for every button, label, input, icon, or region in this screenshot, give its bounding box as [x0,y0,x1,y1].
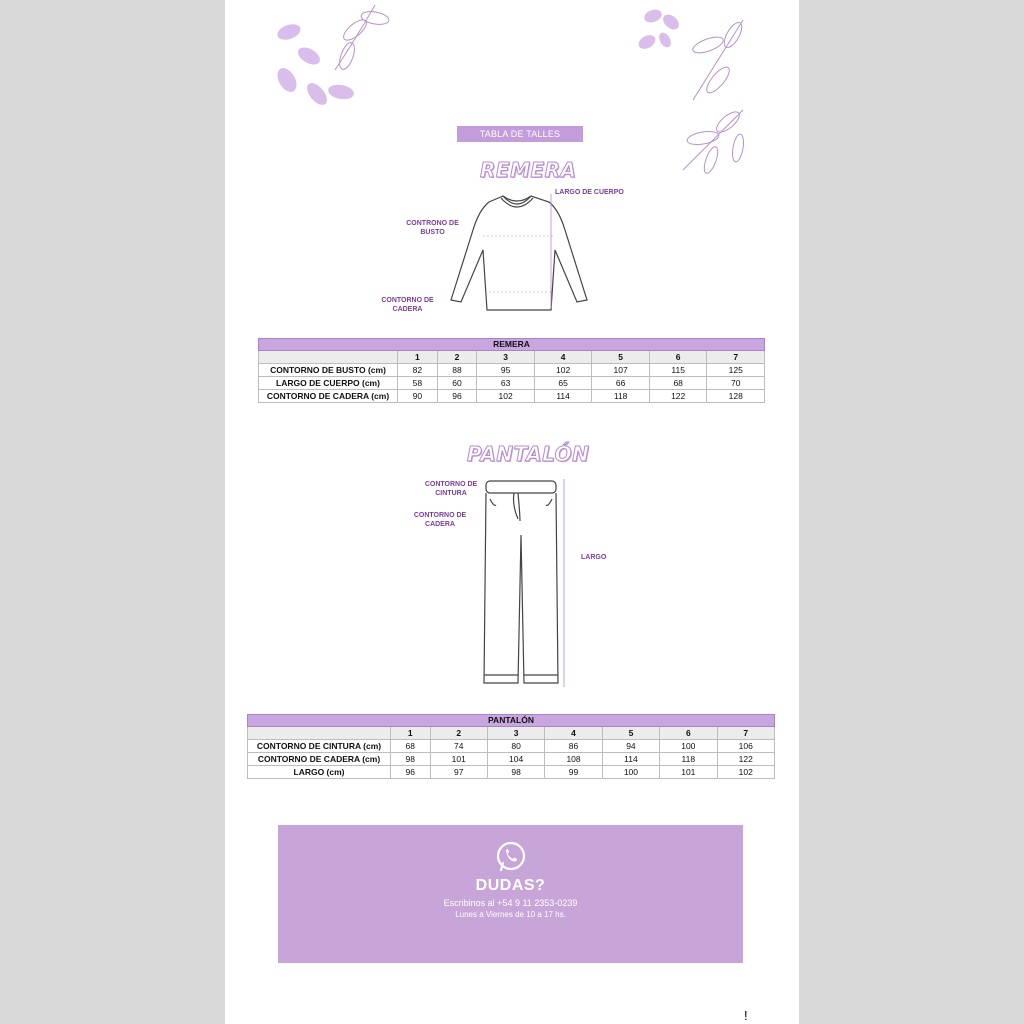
row-label: CONTORNO DE CADERA (cm) [248,753,391,766]
table-cell: 98 [391,753,431,766]
table-cell: 118 [660,753,717,766]
whatsapp-icon[interactable] [494,840,528,874]
size-header: 2 [437,351,477,364]
size-header: 5 [592,351,650,364]
contact-heading: DUDAS? [475,877,546,894]
table-cell: 102 [477,390,535,403]
table-cell: 114 [534,390,592,403]
row-label: CONTORNO DE CADERA (cm) [259,390,398,403]
pantalon-label-cintura: CONTORNO DE CINTURA [424,481,478,497]
leaves-top-left-decoration [275,0,395,112]
table-cell: 115 [649,364,707,377]
table-cell: 68 [391,740,431,753]
contact-phone-text[interactable]: Escribinos al +54 9 11 2353-0239 [443,898,578,908]
size-header: 6 [649,351,707,364]
table-cell: 68 [649,377,707,390]
remera-table-caption: REMERA [259,339,765,351]
size-chart-badge: TABLA DE TALLES [457,126,583,142]
pantalon-title: PANTALÓN [467,442,590,466]
header-empty-cell [248,727,391,740]
contact-banner[interactable] [278,825,743,963]
table-cell: 102 [717,766,774,779]
row-label: CONTORNO DE CINTURA (cm) [248,740,391,753]
size-header: 6 [660,727,717,740]
header-empty-cell [259,351,398,364]
table-cell: 82 [398,364,438,377]
table-cell: 100 [602,766,659,779]
table-row [248,740,775,753]
table-cell: 102 [534,364,592,377]
table-row [259,377,765,390]
size-header: 4 [534,351,592,364]
size-header: 3 [477,351,535,364]
size-header: 2 [430,727,487,740]
size-header: 7 [717,727,774,740]
remera-size-table [258,338,765,403]
table-cell: 100 [660,740,717,753]
table-cell: 128 [707,390,765,403]
table-cell: 97 [430,766,487,779]
table-cell: 65 [534,377,592,390]
table-cell: 122 [649,390,707,403]
table-cell: 99 [545,766,602,779]
table-cell: 86 [545,740,602,753]
table-cell: 88 [437,364,477,377]
row-label: CONTORNO DE BUSTO (cm) [259,364,398,377]
table-cell: 98 [487,766,544,779]
pantalon-table-header-row [248,727,775,740]
table-cell: 94 [602,740,659,753]
row-label: LARGO DE CUERPO (cm) [259,377,398,390]
table-cell: 58 [398,377,438,390]
contact-hours-text: Lunes a Viernes de 10 a 17 hs. [455,910,566,919]
size-header: 1 [398,351,438,364]
pantalon-size-table [247,714,775,779]
table-cell: 108 [545,753,602,766]
remera-label-busto: CONTRONO DE BUSTO [406,220,459,236]
table-cell: 96 [437,390,477,403]
pants-illustration [480,475,570,690]
table-row [248,753,775,766]
size-guide-page [225,0,799,1024]
footer-mark: ! [744,1008,748,1023]
table-row [259,390,765,403]
shirt-illustration [445,190,591,318]
size-header: 4 [545,727,602,740]
table-cell: 101 [430,753,487,766]
table-cell: 80 [487,740,544,753]
table-cell: 63 [477,377,535,390]
table-cell: 101 [660,766,717,779]
table-cell: 114 [602,753,659,766]
row-label: LARGO (cm) [248,766,391,779]
table-cell: 125 [707,364,765,377]
table-row [259,364,765,377]
pantalon-table-caption: PANTALÓN [248,715,775,727]
table-cell: 96 [391,766,431,779]
pantalon-label-cadera: CONTORNO DE CADERA [413,512,467,528]
size-header: 3 [487,727,544,740]
table-cell: 106 [717,740,774,753]
size-header: 1 [391,727,431,740]
table-cell: 90 [398,390,438,403]
table-cell: 95 [477,364,535,377]
remera-table-header-row [259,351,765,364]
table-cell: 107 [592,364,650,377]
remera-label-cadera: CONTORNO DE CADERA [381,297,434,313]
size-header: 7 [707,351,765,364]
table-cell: 118 [592,390,650,403]
table-cell: 60 [437,377,477,390]
pantalon-label-largo: LARGO [581,554,607,561]
leaves-top-right-decoration [633,0,748,180]
remera-title: REMERA [480,158,577,182]
size-header: 5 [602,727,659,740]
table-row [248,766,775,779]
table-cell: 122 [717,753,774,766]
table-cell: 66 [592,377,650,390]
table-cell: 70 [707,377,765,390]
table-cell: 104 [487,753,544,766]
remera-label-largo: LARGO DE CUERPO [555,189,624,196]
table-cell: 74 [430,740,487,753]
